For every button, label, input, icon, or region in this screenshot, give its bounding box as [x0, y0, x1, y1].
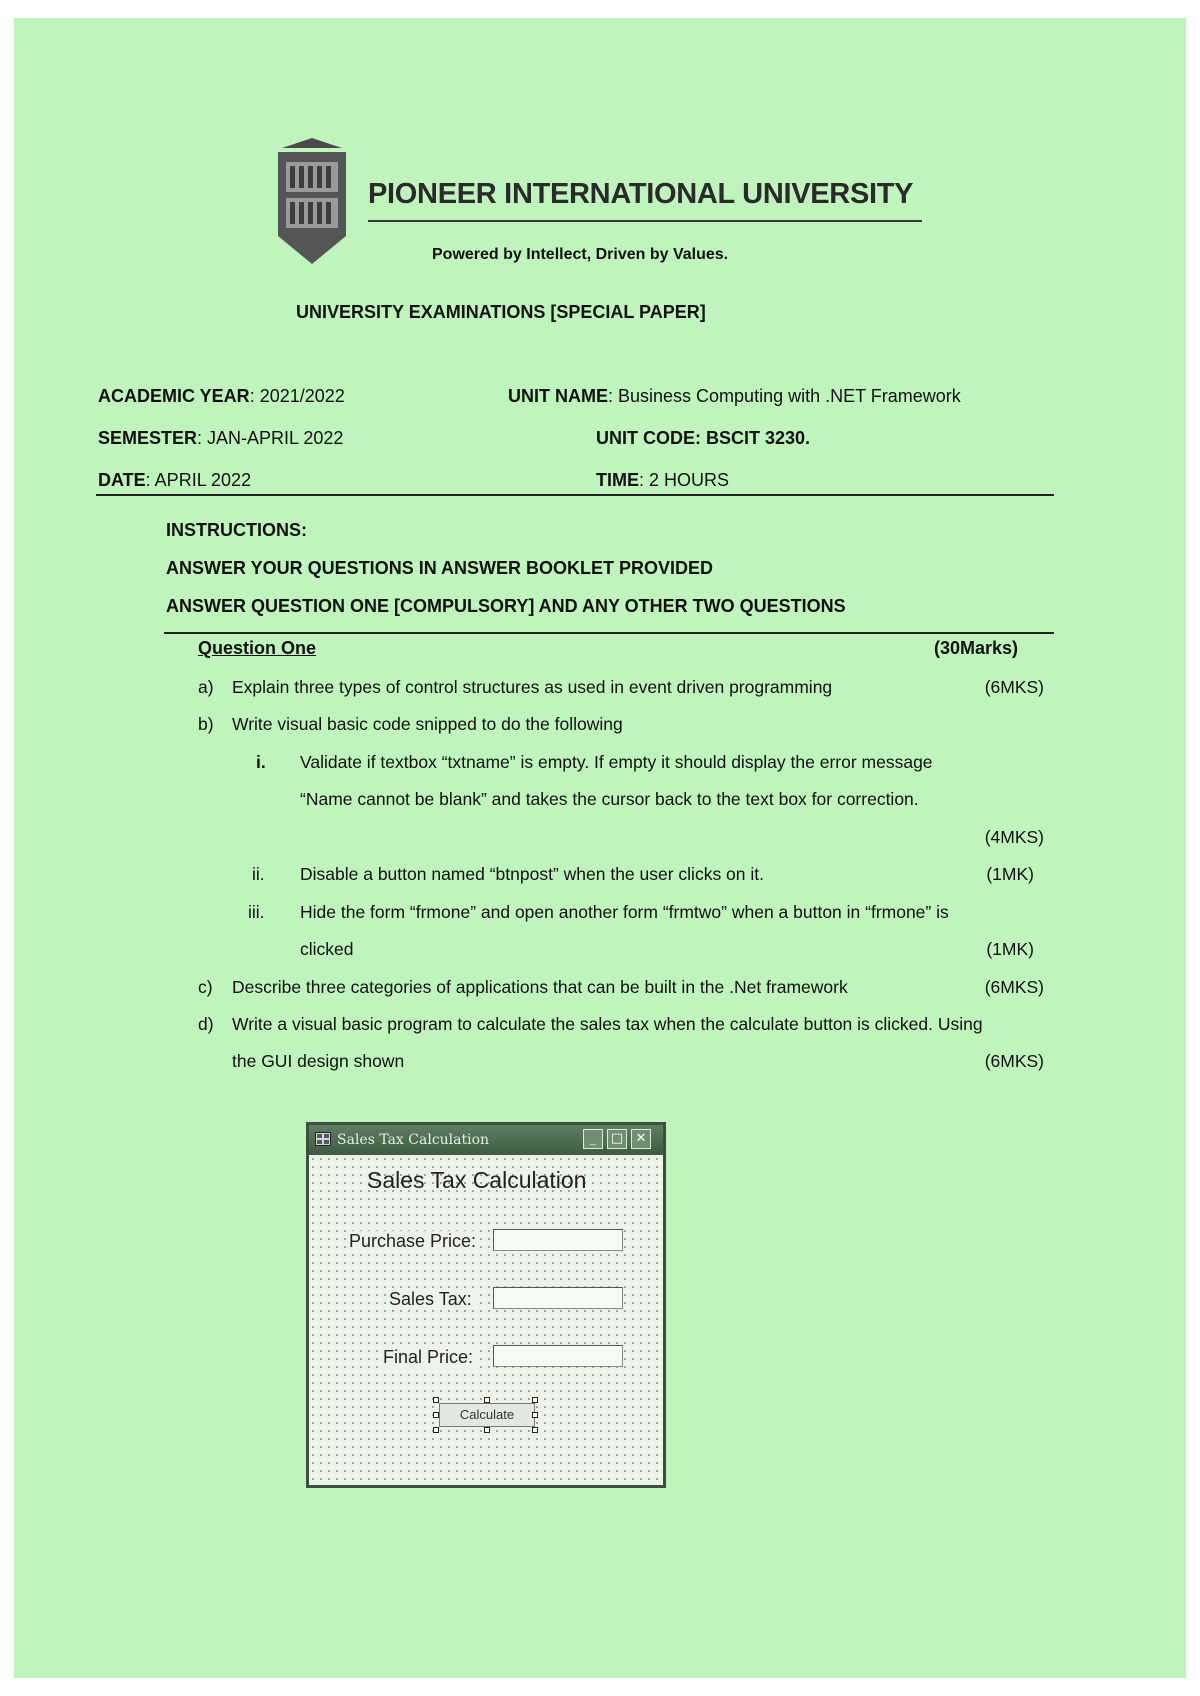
exam-date [98, 470, 251, 491]
part-biii-text-2: clicked [300, 939, 354, 959]
resize-handle-tl[interactable] [433, 1397, 439, 1403]
instructions-divider [164, 632, 1054, 634]
part-b-label: b) [198, 714, 214, 734]
time-label: TIME [596, 470, 639, 490]
minimize-button[interactable]: _ [583, 1129, 603, 1149]
maximize-button[interactable]: □ [607, 1129, 627, 1149]
part-a-text: Explain three types of control structures as used in event driven programming [232, 677, 833, 697]
academic-year [98, 386, 345, 407]
sales-tax-form-window [306, 1122, 666, 1488]
form-design-surface [309, 1155, 663, 1485]
unit-code-value: : BSCIT 3230. [695, 428, 811, 448]
part-d-text-1: Write a visual basic program to calculate the sales tax when the calculate button is clicked. Using [232, 1014, 983, 1034]
part-a-label: a) [198, 677, 214, 697]
date-label: DATE [98, 470, 146, 490]
part-bi-marks: (4MKS) [984, 827, 1044, 847]
calculate-button[interactable]: Calculate [439, 1403, 535, 1427]
semester-label: SEMESTER [98, 428, 198, 448]
part-bi-text-2: “Name cannot be blank” and takes the cursor back to the text box for correction. [300, 789, 919, 809]
final-price-textbox[interactable] [493, 1345, 623, 1367]
time-value: : 2 HOURS [639, 470, 730, 490]
meta-divider [96, 494, 1054, 496]
resize-handle-br[interactable] [532, 1427, 538, 1433]
date-value: : APRIL 2022 [145, 470, 252, 490]
unit-code-label: UNIT CODE [596, 428, 695, 448]
part-biii-label: iii. [248, 902, 265, 922]
resize-handle-bl[interactable] [433, 1427, 439, 1433]
sales-tax-label: Sales Tax: [389, 1289, 472, 1309]
instruction-line-1: ANSWER YOUR QUESTIONS IN ANSWER BOOKLET PROVIDED [166, 558, 714, 578]
final-price-label: Final Price: [383, 1347, 474, 1367]
part-c-label: c) [198, 977, 213, 997]
purchase-price-label: Purchase Price: [349, 1231, 477, 1251]
form-title-bar [309, 1125, 663, 1155]
academic-year-value: : 2021/2022 [249, 386, 345, 406]
resize-handle-r[interactable] [532, 1412, 538, 1418]
instruction-line-2: ANSWER QUESTION ONE [COMPULSORY] AND ANY OTHER TWO QUESTIONS [166, 596, 846, 616]
question-one-marks: (30Marks) [934, 638, 1019, 658]
semester [98, 428, 343, 449]
part-bii-marks: (1MK) [986, 864, 1034, 884]
instructions-title: INSTRUCTIONS: [166, 520, 307, 540]
academic-year-label: ACADEMIC YEAR [98, 386, 250, 406]
part-biii-text-1: Hide the form “frmone” and open another form “frmtwo” when a button in “frmone” is [300, 902, 949, 922]
part-bii-text: Disable a button named “btnpost” when the user clicks on it. [300, 864, 764, 884]
part-bi-label: i. [256, 752, 266, 772]
unit-name-label: UNIT NAME [508, 386, 608, 406]
question-one-title: Question One [198, 638, 317, 658]
unit-name-value: : Business Computing with .NET Framework [608, 386, 961, 406]
form-heading-label: Sales Tax Calculation [367, 1167, 587, 1193]
part-biii-marks: (1MK) [986, 939, 1034, 959]
sales-tax-textbox[interactable] [493, 1287, 623, 1309]
university-motto: Powered by Intellect, Driven by Values. [432, 246, 729, 263]
part-b-text: Write visual basic code snipped to do the following [232, 714, 623, 734]
part-d-label: d) [198, 1014, 214, 1034]
form-window-title: Sales Tax Calculation [337, 1132, 490, 1148]
resize-handle-t[interactable] [484, 1397, 490, 1403]
part-c-marks: (6MKS) [984, 977, 1044, 997]
title-underline [368, 220, 922, 222]
part-a-marks: (6MKS) [984, 677, 1044, 697]
part-d-text-2: the GUI design shown [232, 1051, 405, 1071]
university-name: PIONEER INTERNATIONAL UNIVERSITY [368, 178, 914, 210]
part-c-text: Describe three categories of applications that can be built in the .Net framework [232, 977, 848, 997]
unit-code [596, 428, 810, 449]
university-crest-logo [272, 136, 352, 266]
purchase-price-textbox[interactable] [493, 1229, 623, 1251]
part-bii-label: ii. [252, 864, 265, 884]
unit-name [508, 386, 961, 407]
exam-title: UNIVERSITY EXAMINATIONS [SPECIAL PAPER] [296, 302, 706, 322]
part-bi-text-1: Validate if textbox “txtname” is empty. If empty it should display the error message [300, 752, 933, 772]
exam-time [596, 470, 729, 491]
resize-handle-b[interactable] [484, 1427, 490, 1433]
form-app-icon [315, 1132, 331, 1146]
close-button[interactable]: ✕ [631, 1129, 651, 1149]
resize-handle-tr[interactable] [532, 1397, 538, 1403]
resize-handle-l[interactable] [433, 1412, 439, 1418]
semester-value: : JAN-APRIL 2022 [197, 428, 344, 448]
part-d-marks: (6MKS) [984, 1051, 1044, 1071]
